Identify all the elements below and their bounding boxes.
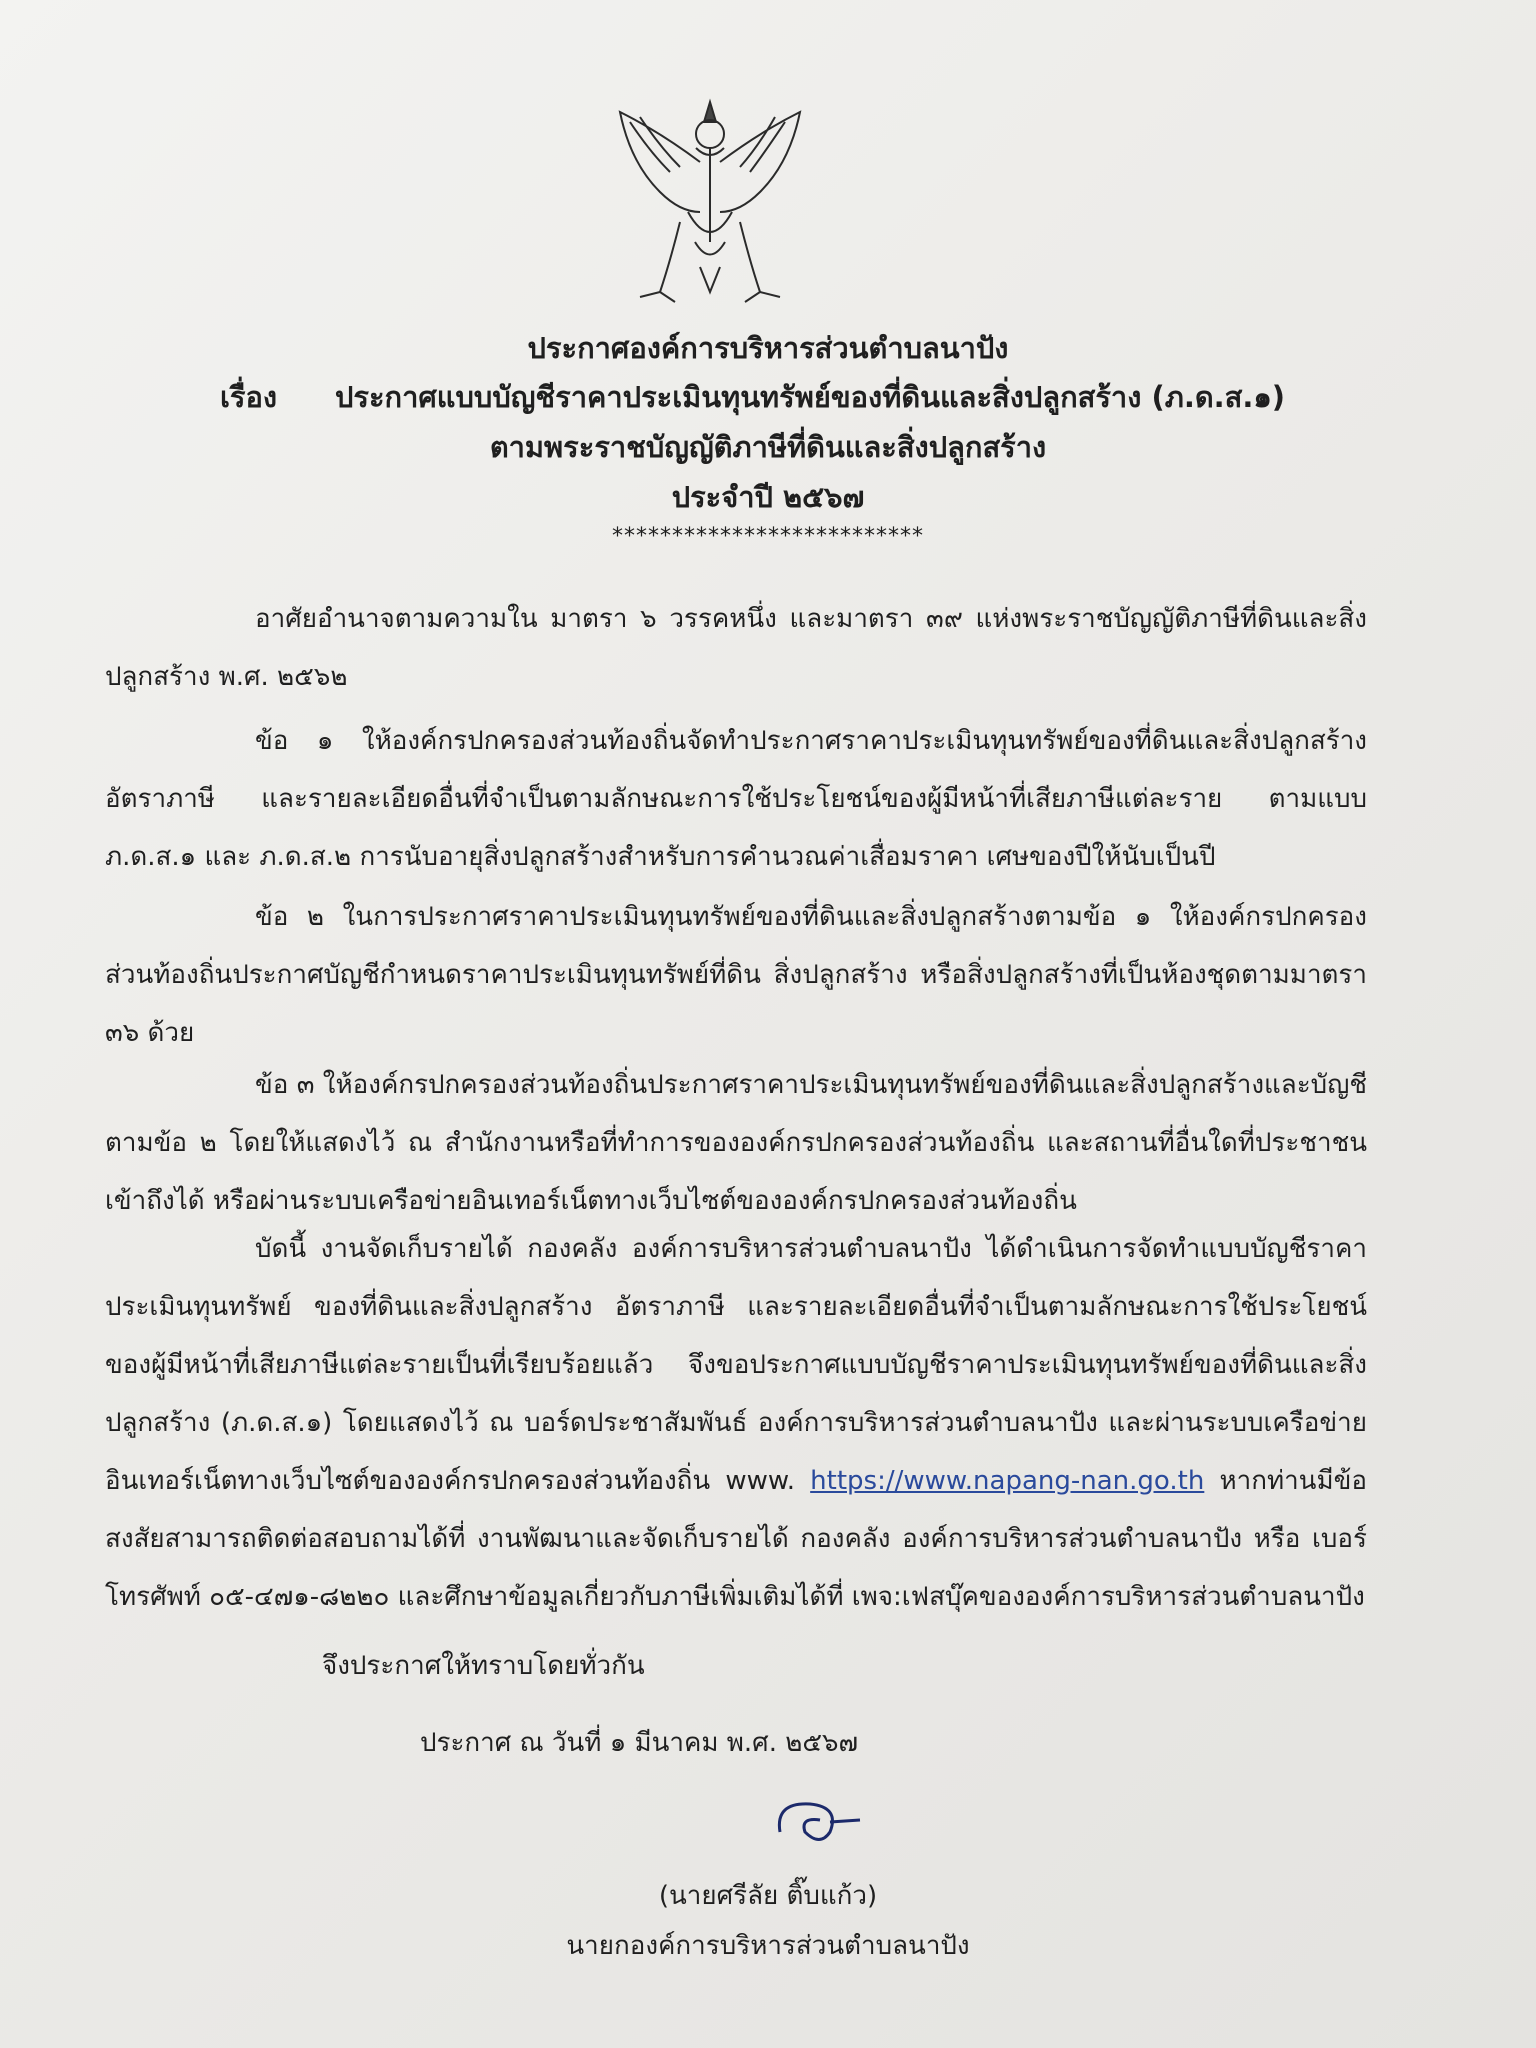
year-heading: ประจำปี ๒๕๖๗ <box>671 480 865 514</box>
paragraph-authority <box>105 590 1367 706</box>
handwritten-signature <box>770 1792 870 1852</box>
garuda-emblem-icon <box>600 92 820 312</box>
separator-line: ************************** <box>612 524 924 549</box>
closing-line: จึงประกาศให้ทราบโดยทั่วกัน <box>322 1651 645 1681</box>
paragraph-clause-1-text: ข้อ ๑ ให้องค์กรปกครองส่วนท้องถิ่นจัดทำประกาศราคาประเมินทุนทรัพย์ของที่ดินและสิ่งปลูกสร้าง อัตราภาษี และรายละเอียดอื่นที่จำเป็นตามลักษณะการใช้ประโยชน์ของผู้มีหน้าที่เสียภาษีแต่ละราย ตามแบบ ภ.ด.ส.๑ และ ภ.ด.ส.๒ การนับอายุสิ่งปลูกสร้างสำหรับการคำนวณค่าเสื่อมราคา เศษของปีให้นับเป็นปี <box>105 726 1367 872</box>
organization-heading: ประกาศองค์การบริหารส่วนตำบลนาปัง <box>527 331 1009 365</box>
paragraph-clause-2 <box>105 888 1367 1062</box>
paragraph-clause-3 <box>105 1056 1367 1230</box>
subject-label: เรื่อง <box>220 380 278 414</box>
paragraph-clause-2-text: ข้อ ๒ ในการประกาศราคาประเมินทุนทรัพย์ของที่ดินและสิ่งปลูกสร้างตามข้อ ๑ ให้องค์กรปกครองส่วนท้องถิ่นประกาศบัญชีกำหนดราคาประเมินทุนทรัพย์ที่ดิน สิ่งปลูกสร้าง หรือสิ่งปลูกสร้างที่เป็นห้องชุดตามมาตรา ๓๖ ด้วย <box>105 902 1367 1048</box>
paragraph-announcement-text: บัดนี้ งานจัดเก็บรายได้ กองคลัง องค์การบริหารส่วนตำบลนาปัง ได้ดำเนินการจัดทำแบบบัญชีราคาประเมินทุนทรัพย์ ของที่ดินและสิ่งปลูกสร้าง อัตราภาษี และรายละเอียดอื่นที่จำเป็นตามลักษณะการใช้ประโยชน์ของผู้มีหน้าที่เสียภาษีแต่ละรายเป็นที่เรียบร้อยแล้ว จึงขอประกาศแบบบัญชีราคาประเมินทุนทรัพย์ของที่ดินและสิ่งปลูกสร้าง (ภ.ด.ส.๑) โดยแสดงไว้ ณ บอร์ดประชาสัมพันธ์ องค์การบริหารส่วนตำบลนาปัง และผ่านระบบเครือข่ายอินเทอร์เน็ตทางเว็บไซต์ขององค์กรปกครองส่วนท้องถิ่น www. <box>105 1234 1367 1496</box>
law-heading: ตามพระราชบัญญัติภาษีที่ดินและสิ่งปลูกสร้าง <box>489 430 1047 464</box>
paragraph-announcement-contact: หากท่านมีข้อสงสัยสามารถติดต่อสอบถามได้ที่ งานพัฒนาและจัดเก็บรายได้ กองคลัง องค์การบริหารส่วนตำบลนาปัง หรือ เบอร์โทรศัพท์ ๐๕-๔๗๑-๘๒๒๐ และศึกษาข้อมูลเกี่ยวกับภาษีเพิ่มเติมได้ที่ เพจ:เฟสบุ๊คขององค์การบริหารส่วนตำบลนาปัง <box>105 1466 1368 1612</box>
paragraph-clause-1 <box>105 712 1367 886</box>
subject-text: ประกาศแบบบัญชีราคาประเมินทุนทรัพย์ของที่ดินและสิ่งปลูกสร้าง (ภ.ด.ส.๑) <box>335 380 1286 414</box>
website-link[interactable]: https://www.napang-nan.go.th <box>810 1466 1205 1496</box>
date-line: ประกาศ ณ วันที่ ๑ มีนาคม พ.ศ. ๒๕๖๗ <box>420 1728 859 1758</box>
paragraph-clause-3-text: ข้อ ๓ ให้องค์กรปกครองส่วนท้องถิ่นประกาศราคาประเมินทุนทรัพย์ของที่ดินและสิ่งปลูกสร้างและบัญชีตามข้อ ๒ โดยให้แสดงไว้ ณ สำนักงานหรือที่ทำการขององค์กรปกครองส่วนท้องถิ่น และสถานที่อื่นใดที่ประชาชนเข้าถึงได้ หรือผ่านระบบเครือข่ายอินเทอร์เน็ตทางเว็บไซต์ขององค์กรปกครองส่วนท้องถิ่น <box>105 1070 1367 1216</box>
signer-position: นายกองค์การบริหารส่วนตำบลนาปัง <box>566 1931 970 1961</box>
paragraph-authority-text: อาศัยอำนาจตามความใน มาตรา ๖ วรรคหนึ่ง และมาตรา ๓๙ แห่งพระราชบัญญัติภาษีที่ดินและสิ่งปลูกสร้าง พ.ศ. ๒๕๖๒ <box>105 604 1367 692</box>
paragraph-announcement <box>105 1220 1367 1626</box>
signer-name: (นายศรีลัย ติ๊บแก้ว) <box>658 1881 878 1911</box>
